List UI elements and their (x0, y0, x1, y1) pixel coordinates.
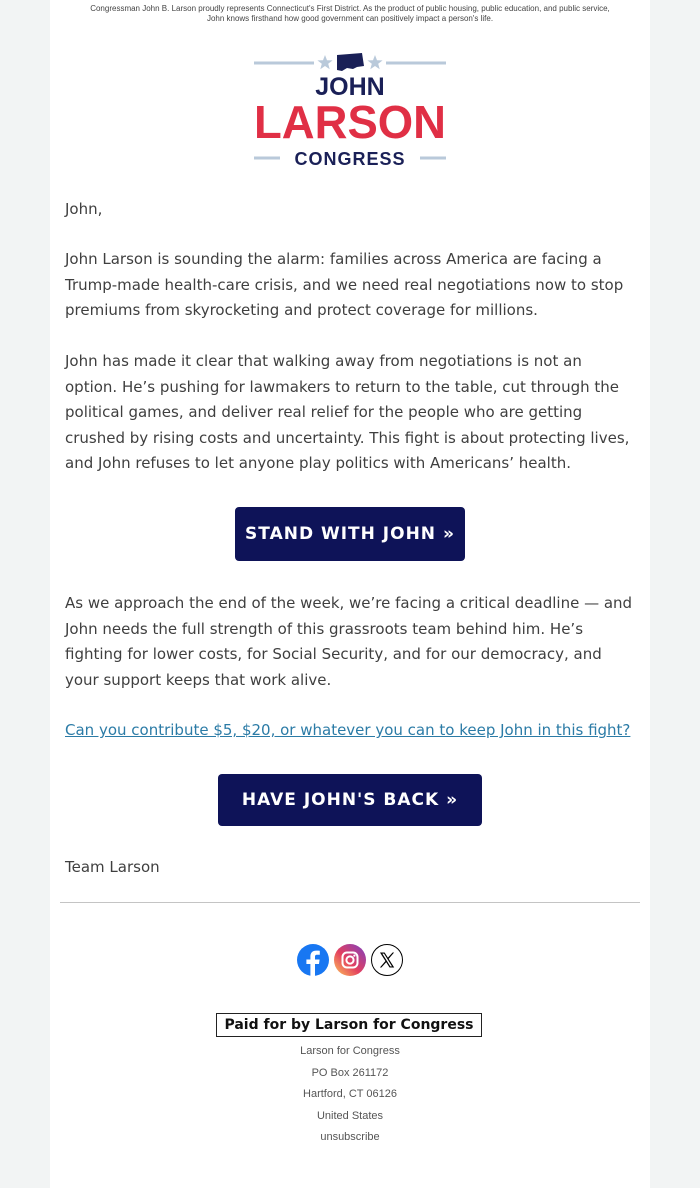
instagram-link[interactable] (334, 944, 366, 976)
x-link[interactable] (371, 944, 403, 976)
unsubscribe-row (200, 1127, 500, 1149)
campaign-logo (250, 50, 450, 170)
address-org: Larson for Congress (300, 1045, 400, 1057)
address-city: Hartford, CT 06126 (303, 1088, 397, 1100)
logo-last-name: LARSON (254, 96, 446, 148)
greeting: John, (65, 200, 103, 218)
email-container (50, 0, 650, 1188)
body-paragraph: John Larson is sounding the alarm: families across America are facing a Trump-made health-care crisis, and we need real negotiations now to stop premiums from skyrocketing and protect coverage for millions. (65, 250, 624, 319)
unsubscribe-link[interactable]: unsubscribe (320, 1131, 380, 1143)
paid-for-disclaimer: Paid for by Larson for Congress (216, 1013, 482, 1037)
address-country: United States (316, 1109, 384, 1122)
mailing-address (200, 1041, 500, 1149)
contribute-link[interactable]: Can you contribute $5, $20, or whatever you can to keep John in this fight? (65, 721, 631, 739)
logo-graphic (250, 50, 450, 170)
social-links (297, 944, 403, 976)
facebook-icon (297, 944, 329, 976)
logo-subtitle: CONGRESS (294, 149, 406, 169)
star-icon (367, 55, 382, 69)
signoff: Team Larson (65, 858, 160, 876)
x-icon (371, 944, 403, 976)
footer-divider (60, 902, 640, 903)
instagram-icon (334, 944, 366, 976)
body-paragraph: John has made it clear that walking away from negotiations is not an option. He’s pushing for lawmakers to return to the table, cut through the political games, and deliver real relief for the people who are getting crushed by rising costs and uncertainty. This fight is about protecting lives, and John refuses to let anyone play politics with Americans’ health. (65, 352, 630, 472)
have-johns-back-button[interactable]: HAVE JOHN'S BACK » (218, 774, 482, 826)
preheader-text: Congressman John B. Larson proudly represents Connecticut's First District. As the product of public housing, public education, and public service, John knows firsthand how good government can positively impact a person's life. (90, 4, 610, 23)
stand-with-john-button[interactable]: STAND WITH JOHN » (235, 507, 465, 561)
body-paragraph: As we approach the end of the week, we’re facing a critical deadline — and John needs the full strength of this grassroots team behind him. He’s fighting for lower costs, for Social Security, and for our democracy, and your support keeps that work alive. (65, 594, 633, 689)
star-icon (317, 55, 332, 69)
logo-first-name: JOHN (315, 73, 385, 101)
connecticut-map-icon (337, 53, 364, 71)
contribute-link-paragraph (65, 718, 637, 744)
facebook-link[interactable] (297, 944, 329, 976)
address-po-box: PO Box 261172 (311, 1066, 389, 1079)
